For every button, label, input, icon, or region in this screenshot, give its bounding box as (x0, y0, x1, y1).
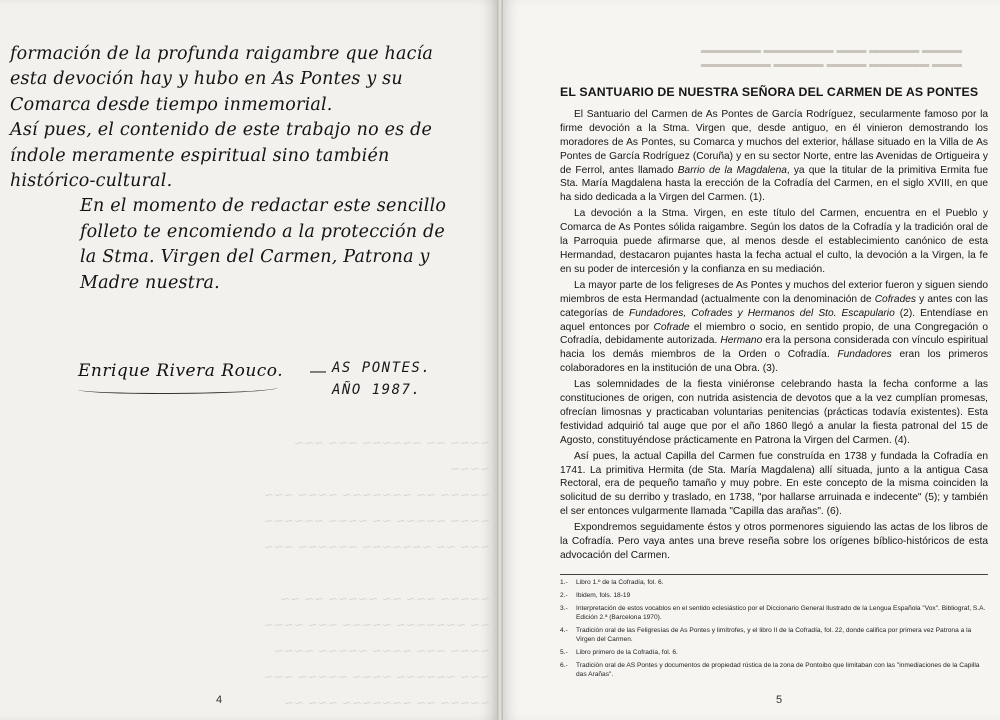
signature-flourish (78, 383, 278, 394)
article-paragraph-5: Así pues, la actual Capilla del Carmen fue construída en 1738 y fundada la Cofradía en 1741. La primitiva Hermita (de Sta. María Magdalena) allí situada, junto a la antigua Casa Rectoral, era de pequeño tamaño y muy pobre. En este concepto de la misma coinciden la solicitud de su derribo y traslado, en 1738, "por hallarse arruinada e indecente" (5); y también el ser entonces vulgarmente llamada "Capilla das arañas". (6). (560, 450, 988, 518)
book-gutter (497, 0, 503, 720)
article-paragraph-3: La mayor parte de los feligreses de As Pontes y muchos del exterior fueron y siguen siendo miembros de esta Hermandad (actualmente con la denominación de Cofrades y antes con las categorías de Fundadores, Cofrades y Hermanos del Sto. Escapulario (2). Entendíase en aquel entonces por Cofrade el miembro o socio, en sentido propio, de una Congregación o Cofradía, debidamente autorizada. Hermano era la persona considerada con vínculo espiritual hacia los demás miembros de la Orden o Cofradía. Fundadores eran los primeros colaboradores en la institución de una Obra. (3). (560, 279, 988, 375)
signature-place: AS PONTES. (332, 360, 432, 376)
handwritten-paragraph-3: En el momento de redactar este sencillo folleto te encomiendo a la protección de la Stma. Virgen del Carmen, Patrona y Madre nuestra. (80, 196, 447, 293)
signature-dash: — (310, 363, 326, 380)
article-paragraph-2: La devoción a la Stma. Virgen, en este título del Carmen, encuentra en el Pueblo y Comarca de As Pontes sólida raigambre. Según los datos de la Cofradía y la tradición oral de la Parroquia puede afirmarse que, al menos desde el establecimiento canónico de esta Hermandad, destacaron pujantes hasta la fecha actual el culto, la devoción a la Virgen, la fe en su poder de intercesión y la confianza en su mediación. (560, 208, 988, 275)
footnote: 4.- Tradición oral de las Feligresías de As Pontes y limítrofes, y el libro II de la Cofradía, fol. 22, donde califica por primera vez Patrona a la Virgen del Carmen. (560, 627, 972, 643)
footnote: 5.- Libro primero de la Cofradía, fol. 6. (560, 649, 678, 656)
page-number-left: 4 (216, 694, 223, 706)
footnotes (560, 574, 988, 683)
footnote: 3.- Interpretación de estos vocablos en el sentido eclesiástico por el Diccionario General Ilustrado de la Lengua Española "Vox". Bibliograf, S.A. Edición 2.ª (Barcelona 1970). (560, 605, 986, 621)
footnote: 2.- Ibidem, fols. 18-19 (560, 592, 631, 599)
show-through-ghost-heading: ▬▬▬▬ ▬▬▬▬▬ ▬▬▬ ▬▬▬▬▬▬▬ ▬▬▬▬▬▬ ▬▬▬ ▬▬▬▬▬▬ ▬▬▬▬ ▬▬▬▬▬ ▬▬▬▬▬▬▬ (700, 45, 962, 70)
article-title: EL SANTUARIO DE NUESTRA SEÑORA DEL CARMEN DE AS PONTES (560, 85, 979, 99)
article-paragraph-1: El Santuario del Carmen de As Pontes de García Rodríguez, secularmente famoso por la firme devoción a la Stma. Virgen que, desde antiguo, en él vinieron demostrando los moradores de As Pontes, su Comarca y muchos del exterior, hállase situado en la Villa de As Pontes de García Rodríguez (Coruña) y en su sector Norte, entre las Avenidas de Ortigueira y de Ferrol, antes llamado Barrio de la Magdalena, ya que la titular de la primitiva Ermita fue Sta. María Magdalena hasta la erección de la Cofradía del Carmen, en el siglo XVIII, en que ha sido dedicada a la Virgen del Carmen. (1). (560, 108, 988, 204)
handwritten-paragraph-1: formación de la profunda raigambre que hacía esta devoción hay y hubo en As Pontes y su Comarca desde tiempo inmemorial. (10, 44, 434, 115)
handwritten-paragraph-2: Así pues, el contenido de este trabajo no es de índole meramente espiritual sino también histórico-cultural. (10, 120, 433, 192)
signature-place-date (332, 357, 431, 401)
handwritten-text (10, 42, 460, 296)
signature-name: Enrique Rivera Rouco. (78, 361, 284, 381)
footnote: 6.- Tradición oral de AS Pontes y documentos de propiedad rústica de la zona de Pontoibo que limitaban con las "inmediaciones de la Capilla das Arañas". (560, 662, 980, 678)
right-page (500, 0, 1000, 720)
article-paragraph-4: Las solemnidades de la fiesta viniéronse celebrando hasta la fecha conforme a las constituciones de origen, con nutrida asistencia de devotos que a la vez cumplían promesas, ofrecían limosnas y practicaban voluntarias penitencias (prácticas todavía existentes). Esta festividad adquirió tal auge que por el año 1860 llegó a anular la fiesta patronal del 15 de Agosto, constituyéndose prácticamente en Patrona la Virgen del Carmen. (4). (560, 379, 988, 446)
show-through-ghost-text: ~~~~ ~~ ~~~~~~ ~~~ ~~~ ~~~~ ~~~~~ ~~ ~~~~~~~ ~~~~ ~~~ ~~~~ ~~~~~ ~~ ~~~~ ~~~~~~ ~~~ ~~ ~~~~~~~ ~~~~~~ ~~~ ~~~~~ ~~~ ~~ ~~~~~ ~~ ~~ ~~ ~~~~~~~ ~~~~~ ~~~ ~~~~ ~~~~ ~~~ ~~~~ ~~~~~ ~~~~ ~~~ ~~~~~~ ~~~~ ~~~~~ ~~~ ~~~~~ ~~ ~~~~~~~ ~~~ ~~ (263, 436, 490, 710)
article-paragraph-6: Expondremos seguidamente éstos y otros pormenores siguiendo las actas de los libros de la Cofradía. Pero vaya antes una breve reseña sobre los orígenes bíblico-históricos de esta advocación del Carmen. (560, 522, 988, 561)
footnote: 1.- Libro 1.º de la Cofradía, fol. 6. (560, 579, 664, 586)
signature-block (78, 357, 478, 407)
signature-year: AÑO 1987. (332, 382, 422, 398)
article (560, 86, 988, 565)
page-number-right: 5 (776, 694, 783, 706)
